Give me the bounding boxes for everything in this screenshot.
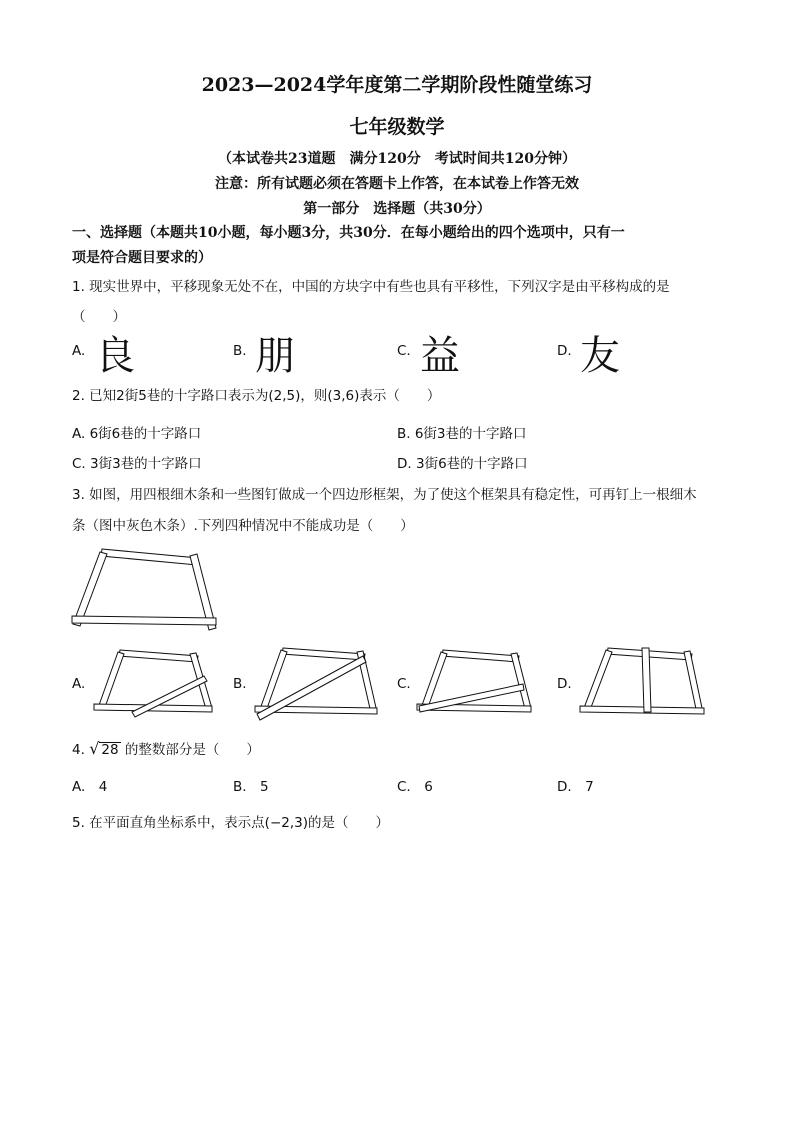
q3-option-c-label: C.	[397, 676, 411, 692]
q4-radicand: 28	[101, 742, 119, 758]
q4-stem	[72, 738, 260, 758]
q4-stem-suffix: 的整数部分是（ ）	[124, 742, 260, 758]
exam-title: 2023—2024学年度第二学期阶段性随堂练习	[201, 74, 593, 96]
q3-option-a-figure	[92, 646, 214, 718]
q1-option-c-char: 益	[420, 333, 460, 379]
q4-option-c: C. 6	[397, 779, 433, 795]
q1-option-b-label: B.	[233, 343, 247, 359]
q3-main-frame-figure	[70, 546, 220, 634]
sqrt-sign: √	[89, 739, 100, 758]
q1-option-a-label: A.	[72, 343, 86, 359]
q5-stem: 5. 在平面直角坐标系中，表示点(−2,3)的是（ ）	[72, 815, 389, 831]
q3-option-d-label: D.	[557, 676, 572, 692]
section-heading-line2: 项是符合题目要求的）	[72, 250, 212, 266]
q1-option-d-char: 友	[580, 333, 620, 379]
q2-stem: 2. 已知2街5巷的十字路口表示为(2,5)，则(3,6)表示（ ）	[72, 388, 441, 404]
frame-stick-left	[73, 552, 107, 626]
q1-stem-line1: 1. 现实世界中，平移现象无处不在，中国的方块字中有些也具有平移性，下列汉字是由平移构成的是	[72, 279, 670, 295]
q2-option-c: C. 3街3巷的十字路口	[72, 456, 202, 472]
q2-option-b: B. 6街3巷的十字路口	[397, 426, 527, 442]
q3-option-b-label: B.	[233, 676, 247, 692]
q4-number: 4.	[72, 742, 85, 758]
q1-stem-line2: （ ）	[72, 309, 126, 325]
q4-option-d: D. 7	[557, 779, 594, 795]
frame-stick-bottom	[72, 616, 216, 625]
q3-option-b-figure	[253, 644, 379, 722]
q3-option-d-figure	[578, 644, 706, 718]
frame-stick-top	[101, 549, 198, 565]
q2-option-a: A. 6街6巷的十字路口	[72, 426, 202, 442]
exam-notice: 注意：所有试题必须在答题卡上作答，在本试卷上作答无效	[215, 176, 579, 192]
part-heading: 第一部分 选择题（共30分）	[303, 201, 491, 217]
q3-option-c-figure	[415, 646, 533, 718]
q1-option-c-label: C.	[397, 343, 411, 359]
q3-option-a-label: A.	[72, 676, 86, 692]
q2-option-d: D. 3街6巷的十字路口	[397, 456, 528, 472]
q1-option-a-char: 良	[95, 333, 135, 379]
exam-info: （本试卷共23道题 满分120分 考试时间共120分钟）	[218, 151, 576, 167]
q4-option-a: A. 4	[72, 779, 108, 795]
q3-stem-line2: 条（图中灰色木条）.下列四种情况中不能成功是（ ）	[72, 518, 414, 534]
q1-option-b-char: 朋	[255, 333, 295, 379]
q4-option-b: B. 5	[233, 779, 269, 795]
q1-option-d-label: D.	[557, 343, 572, 359]
gray-stick	[642, 648, 651, 712]
exam-subtitle: 七年级数学	[349, 116, 445, 138]
q3-stem-line1: 3. 如图，用四根细木条和一些图钉做成一个四边形框架，为了使这个框架具有稳定性，可再钉上一根细木	[72, 487, 697, 503]
section-heading-line1: 一、选择题（本题共10小题，每小题3分，共30分．在每小题给出的四个选项中，只有一	[72, 225, 625, 241]
